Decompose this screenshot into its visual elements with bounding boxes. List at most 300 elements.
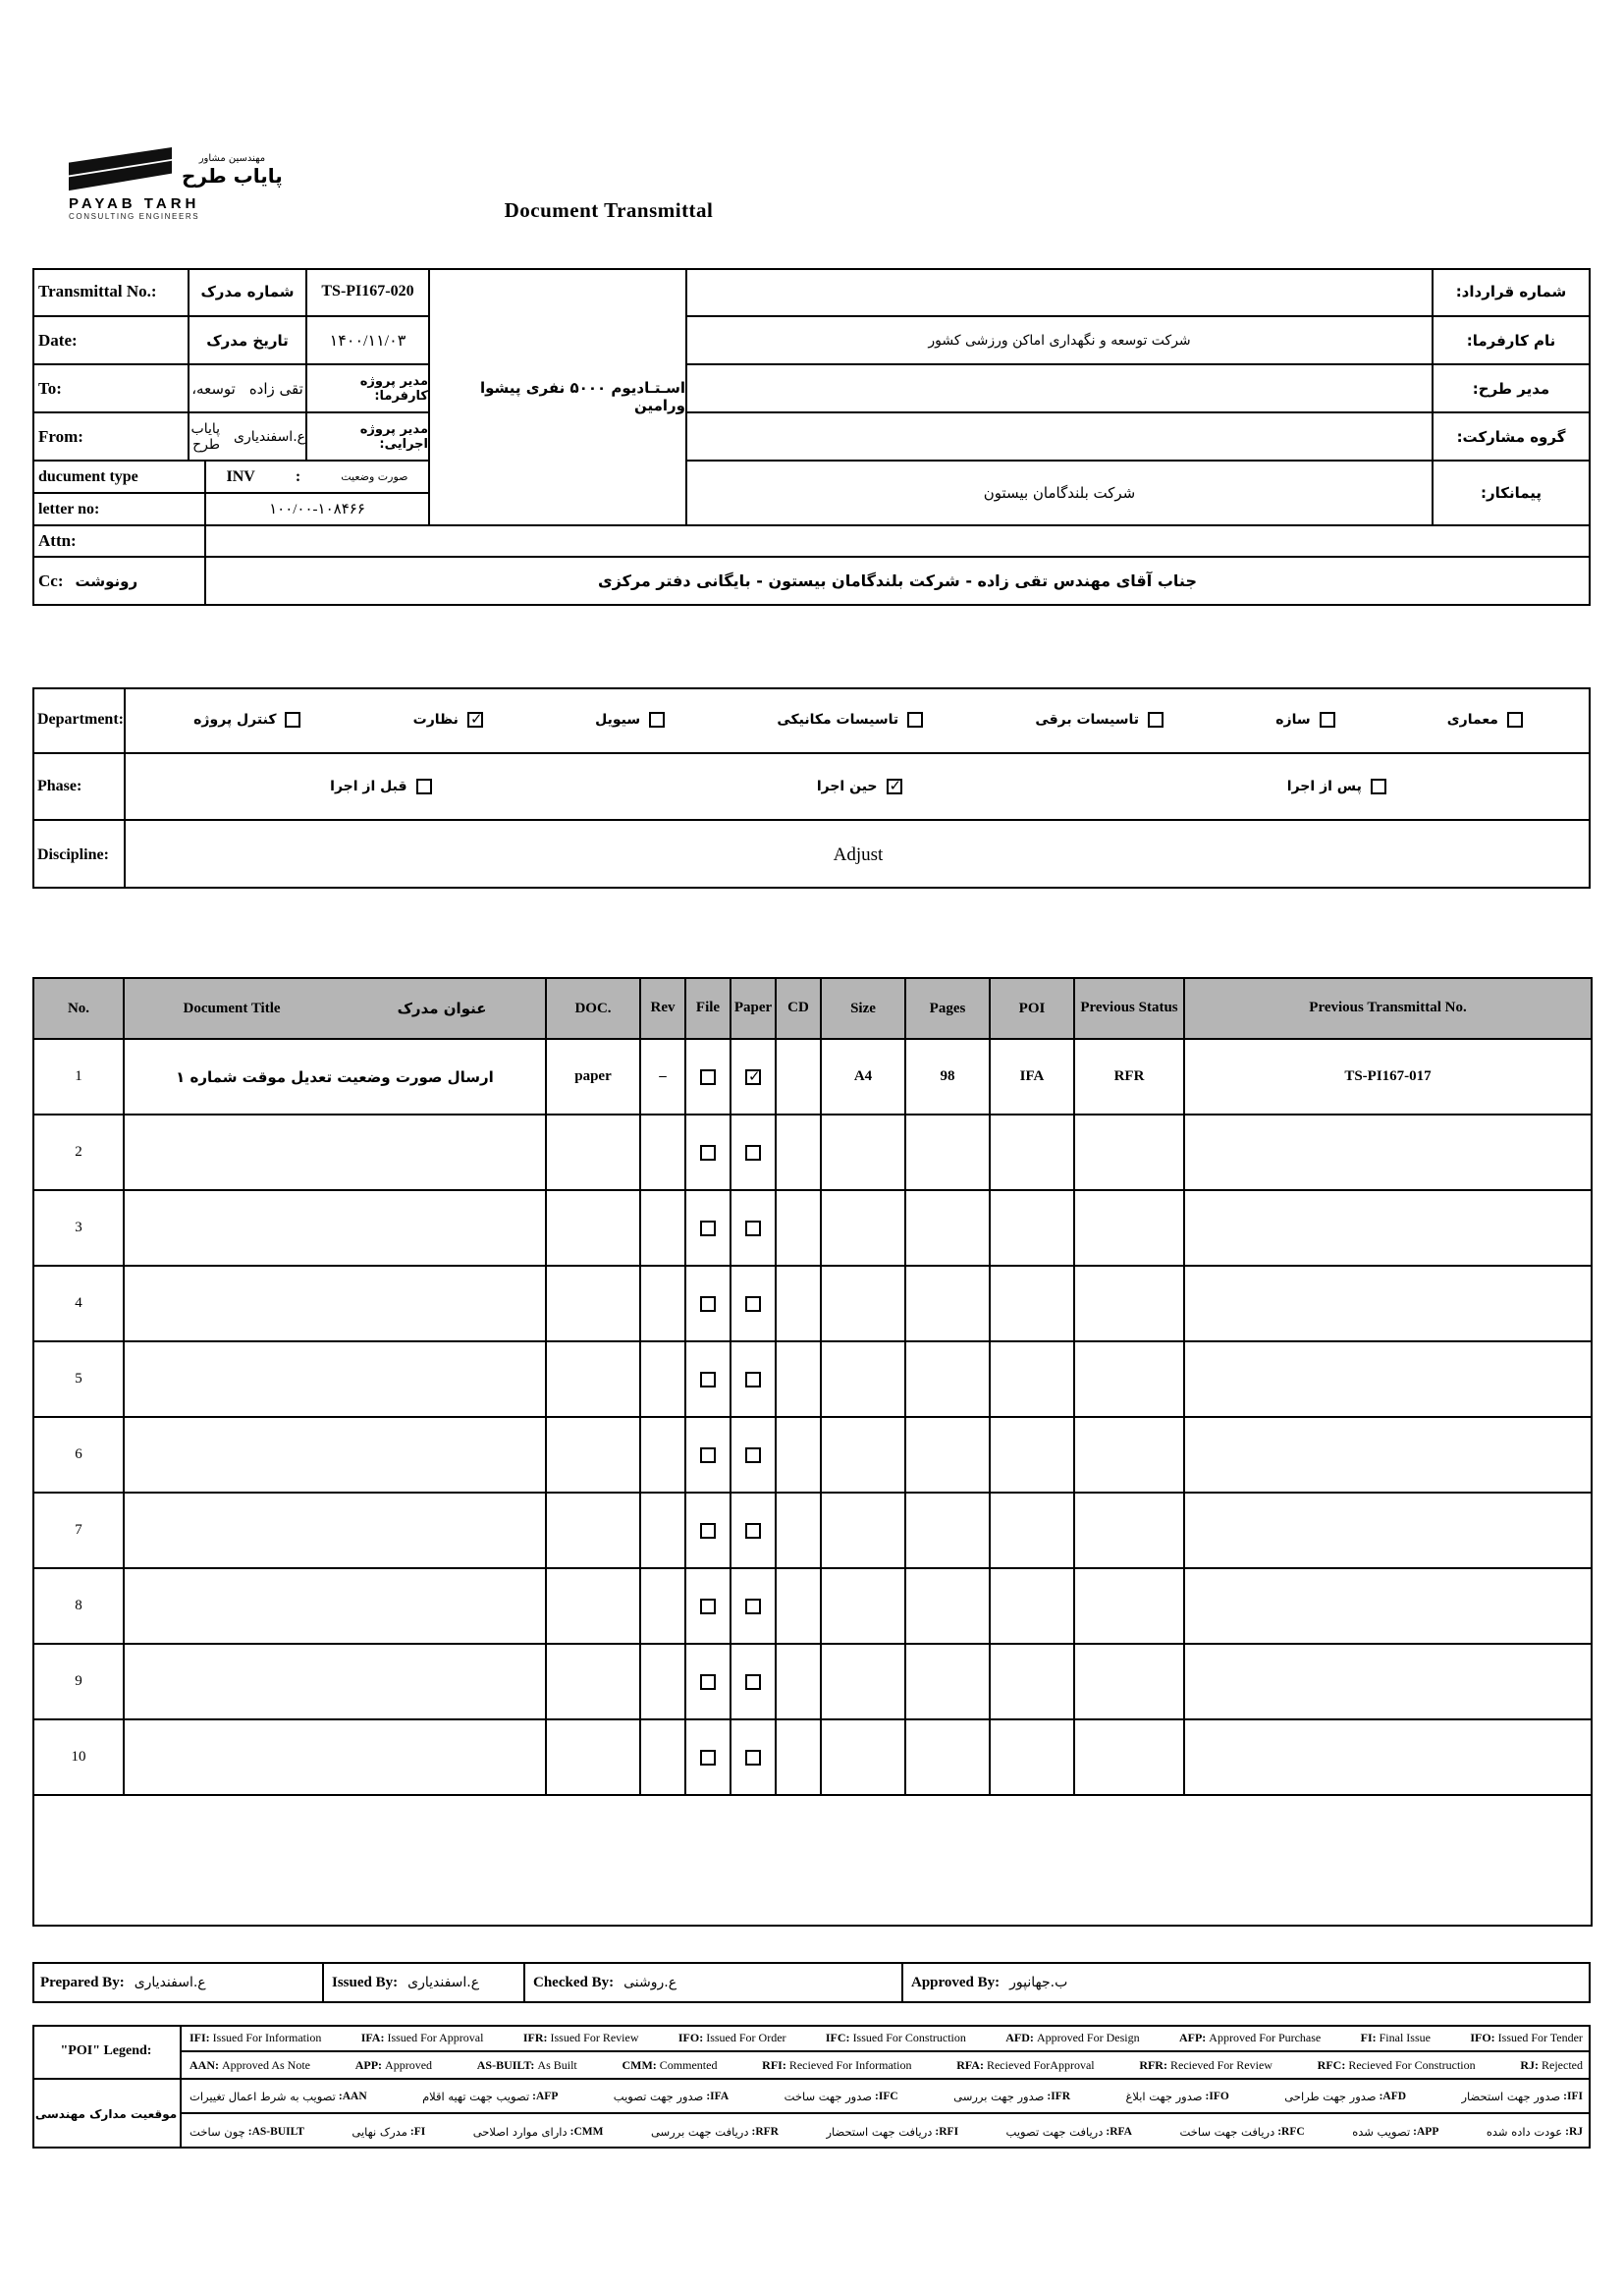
doc-format-cell — [546, 1493, 640, 1568]
header-size: Size — [821, 978, 905, 1039]
phase-option — [330, 779, 431, 794]
paper-checkbox[interactable] — [745, 1372, 761, 1387]
size-cell — [821, 1644, 905, 1719]
legend-entry — [1520, 2058, 1583, 2073]
file-checkbox[interactable] — [700, 1145, 716, 1161]
legend-text: چون ساخت — [189, 2124, 245, 2139]
document-title-cell — [124, 1493, 546, 1568]
doc-format-cell — [546, 1417, 640, 1493]
legend-acronym: IFR: — [1047, 2090, 1071, 2102]
revision-cell — [640, 1190, 685, 1266]
row-number: 1 — [33, 1039, 124, 1115]
poi-cell — [990, 1417, 1074, 1493]
document-row — [33, 1115, 1592, 1190]
row-number: 9 — [33, 1644, 124, 1719]
legend-entry — [678, 2031, 786, 2045]
department-checkbox[interactable] — [907, 712, 923, 728]
documents-table — [32, 977, 1593, 1927]
paper-checkbox[interactable] — [745, 1750, 761, 1766]
phase-option — [817, 779, 902, 794]
notes-row — [33, 1795, 1592, 1926]
header-title-fa: عنوان مدرک — [397, 1000, 487, 1017]
file-checkbox[interactable] — [700, 1372, 716, 1387]
header-cd: CD — [776, 978, 821, 1039]
pages-cell — [905, 1190, 990, 1266]
legend-text: Issued For Tender — [1497, 2030, 1583, 2044]
department-phase-table — [32, 687, 1591, 889]
revision-cell — [640, 1417, 685, 1493]
legend-acronym: RJ: — [1520, 2057, 1540, 2072]
header-previous-transmittal: Previous Transmittal No. — [1184, 978, 1592, 1039]
row-number: 5 — [33, 1341, 124, 1417]
legend-acronym: AAN: — [189, 2057, 219, 2072]
department-options — [126, 687, 1591, 752]
file-cell — [685, 1039, 731, 1115]
pages-cell — [905, 1719, 990, 1795]
attn-label: Attn: — [32, 526, 206, 558]
paper-cell — [731, 1417, 776, 1493]
paper-cell — [731, 1115, 776, 1190]
previous-transmittal-cell — [1184, 1266, 1592, 1341]
row-number: 6 — [33, 1417, 124, 1493]
legend-text: Recieved For Construction — [1348, 2057, 1476, 2072]
client-value: شرکت توسعه و نگهداری اماکن ورزشی کشور — [687, 317, 1434, 365]
poi-legend-table — [32, 2025, 1591, 2149]
transmittal-no-label-fa: شماره مدرک — [189, 268, 307, 317]
document-row — [33, 1341, 1592, 1417]
from-value — [189, 413, 307, 462]
logo-company-name-en: PAYAB TARH — [69, 195, 200, 212]
revision-cell — [640, 1115, 685, 1190]
logo-subtitle: CONSULTING ENGINEERS — [69, 212, 200, 221]
revision-cell: – — [640, 1039, 685, 1115]
legend-entry — [651, 2125, 779, 2139]
legend-text: Issued For Approval — [387, 2030, 484, 2044]
legend-text: صدور جهت استحضار — [1461, 2089, 1561, 2103]
file-cell — [685, 1644, 731, 1719]
document-row — [33, 1190, 1592, 1266]
client-label: نام کارفرما: — [1434, 317, 1591, 365]
legend-entry — [826, 2031, 966, 2045]
legend-acronym: FI: — [409, 2125, 426, 2138]
legend-entry — [1139, 2058, 1272, 2073]
file-checkbox[interactable] — [700, 1296, 716, 1312]
legend-entry — [1361, 2031, 1431, 2045]
cd-cell — [776, 1417, 821, 1493]
file-checkbox[interactable] — [700, 1523, 716, 1539]
department-option-label: نظارت — [412, 712, 459, 728]
cd-cell — [776, 1039, 821, 1115]
header-file: File — [685, 978, 731, 1039]
date-value: ۱۴۰۰/۱۱/۰۳ — [307, 317, 430, 365]
header-title-en: Document Title — [183, 1000, 281, 1016]
header-rev: Rev — [640, 978, 685, 1039]
previous-transmittal-cell — [1184, 1190, 1592, 1266]
to-role-label: مدیر پروژه کارفرما: — [307, 365, 430, 413]
legend-text: Recieved For Information — [788, 2057, 912, 2072]
legend-text: تصویب شده — [1352, 2124, 1411, 2139]
file-checkbox[interactable] — [700, 1069, 716, 1085]
department-checkbox[interactable] — [467, 712, 483, 728]
paper-cell — [731, 1719, 776, 1795]
legend-farsi-line-1 — [182, 2080, 1591, 2114]
legend-text: Recieved ForApproval — [986, 2057, 1095, 2072]
legend-acronym: RFC: — [1277, 2125, 1305, 2138]
previous-status-cell — [1074, 1719, 1184, 1795]
legend-acronym: RFI: — [762, 2057, 786, 2072]
legend-entry — [355, 2058, 432, 2073]
legend-acronym: IFI: — [1563, 2090, 1583, 2102]
poi-cell — [990, 1568, 1074, 1644]
legend-text: صدور جهت تصویب — [613, 2089, 704, 2103]
file-checkbox[interactable] — [700, 1750, 716, 1766]
legend-entry — [762, 2058, 911, 2073]
legend-acronym: AFD: — [1005, 2030, 1034, 2044]
legend-entry — [785, 2090, 898, 2103]
transmittal-no-value: TS-PI167-020 — [307, 268, 430, 317]
from-name: ع.اسفندیاری — [234, 428, 305, 445]
legend-text: Issued For Construction — [852, 2030, 966, 2044]
prepared-by-label: Prepared By: — [40, 1974, 125, 1990]
file-cell — [685, 1719, 731, 1795]
document-title-cell — [124, 1266, 546, 1341]
department-option — [413, 712, 483, 728]
phase-option — [1287, 779, 1386, 794]
legend-acronym: RFR: — [751, 2125, 779, 2138]
document-row — [33, 1039, 1592, 1115]
legend-acronym: IFI: — [189, 2030, 210, 2044]
paper-cell — [731, 1266, 776, 1341]
paper-cell — [731, 1190, 776, 1266]
file-cell — [685, 1417, 731, 1493]
department-checkbox[interactable] — [1507, 712, 1523, 728]
poi-cell — [990, 1719, 1074, 1795]
logo-tagline: مهندسین مشاور — [198, 152, 266, 164]
approved-by-label: Approved By: — [911, 1974, 1001, 1990]
legend-acronym: IFO: — [677, 2030, 704, 2044]
department-option — [193, 712, 300, 728]
department-checkbox[interactable] — [1320, 712, 1335, 728]
legend-acronym: IFA: — [360, 2030, 385, 2044]
pages-cell — [905, 1568, 990, 1644]
cc-label-cell — [32, 558, 206, 606]
letter-no-value: ۱۰۰/۰۰-۱۰۸۴۶۶ — [206, 494, 430, 526]
poi-cell — [990, 1266, 1074, 1341]
doc-format-cell — [546, 1568, 640, 1644]
header-doc: DOC. — [546, 978, 640, 1039]
legend-text: دریافت جهت تصویب — [1005, 2124, 1104, 2139]
size-cell — [821, 1115, 905, 1190]
pages-cell — [905, 1341, 990, 1417]
legend-acronym: RFR: — [1139, 2057, 1167, 2072]
legend-text: Approved For Design — [1036, 2030, 1140, 2044]
transmittal-info-table — [32, 268, 1591, 606]
letter-no-label: letter no: — [32, 494, 206, 526]
document-row — [33, 1719, 1592, 1795]
legend-entry — [1487, 2125, 1583, 2139]
pages-cell — [905, 1493, 990, 1568]
department-option — [1035, 712, 1164, 728]
department-option — [1447, 712, 1523, 728]
previous-transmittal-cell — [1184, 1341, 1592, 1417]
from-org: پایاب طرح — [190, 420, 221, 453]
phase-row — [32, 754, 1591, 821]
legend-text: Issued For Review — [550, 2030, 639, 2044]
legend-text: صدور جهت بررسی — [953, 2089, 1045, 2103]
phase-checkbox[interactable] — [1371, 779, 1386, 794]
legend-entry — [1179, 2031, 1321, 2045]
department-option-label: تاسیسات مکانیکی — [777, 712, 899, 728]
legend-entry — [953, 2090, 1070, 2103]
previous-transmittal-cell — [1184, 1644, 1592, 1719]
size-cell — [821, 1719, 905, 1795]
paper-checkbox[interactable] — [745, 1221, 761, 1236]
doc-type-label: ducument type — [32, 462, 206, 494]
previous-status-cell — [1074, 1115, 1184, 1190]
phase-option-label: حین اجرا — [816, 779, 878, 794]
previous-transmittal-cell — [1184, 1115, 1592, 1190]
to-org: توسعه، — [191, 379, 236, 398]
legend-text: Approved As Note — [222, 2057, 310, 2072]
issued-by-cell — [324, 1962, 525, 2003]
document-title-cell — [124, 1115, 546, 1190]
cc-value: جناب آقای مهندس تقی زاده - شرکت بلندگامان بیستون - بایگانی دفتر مرکزی — [206, 558, 1591, 606]
file-checkbox[interactable] — [700, 1674, 716, 1690]
file-checkbox[interactable] — [700, 1221, 716, 1236]
doc-type-value: INV — [226, 467, 255, 485]
previous-status-cell — [1074, 1493, 1184, 1568]
discipline-row — [32, 821, 1591, 889]
logo-farsi-block — [182, 153, 283, 188]
paper-checkbox[interactable] — [745, 1447, 761, 1463]
legend-entry — [361, 2031, 484, 2045]
document-title-cell: ارسال صورت وضعیت تعدیل موقت شماره ۱ — [124, 1039, 546, 1115]
previous-status-cell — [1074, 1417, 1184, 1493]
pages-cell — [905, 1417, 990, 1493]
legend-acronym: RFC: — [1317, 2057, 1346, 2072]
legend-acronym: AFP: — [1178, 2030, 1207, 2044]
legend-entry — [523, 2031, 639, 2045]
legend-text: صدور جهت ساخت — [784, 2089, 873, 2103]
paper-cell — [731, 1568, 776, 1644]
poi-cell — [990, 1341, 1074, 1417]
legend-text: Commented — [659, 2057, 718, 2072]
cd-cell — [776, 1190, 821, 1266]
revision-cell — [640, 1719, 685, 1795]
document-title-cell — [124, 1190, 546, 1266]
legend-acronym: RJ: — [1565, 2125, 1583, 2138]
document-title-cell — [124, 1719, 546, 1795]
file-checkbox[interactable] — [700, 1447, 716, 1463]
legend-text: دریافت جهت استحضار — [826, 2124, 933, 2139]
pages-cell — [905, 1115, 990, 1190]
legend-entry — [1125, 2090, 1228, 2103]
transmittal-no-label: Transmittal No.: — [32, 268, 189, 317]
cd-cell — [776, 1266, 821, 1341]
doc-type-value-fa: صورت وضعیت — [341, 470, 408, 483]
legend-entry — [473, 2125, 604, 2139]
logo-company-name-fa: پایاب طرح — [182, 163, 283, 188]
legend-acronym: IFO: — [1205, 2090, 1229, 2102]
department-checkbox[interactable] — [649, 712, 665, 728]
previous-status-cell — [1074, 1644, 1184, 1719]
paper-checkbox[interactable] — [745, 1296, 761, 1312]
contractor-label: پیمانکار: — [1434, 462, 1591, 526]
department-checkbox[interactable] — [1148, 712, 1164, 728]
prepared-by-value: ع.اسفندیاری — [134, 1975, 206, 1990]
legend-acronym: AAN: — [338, 2090, 367, 2102]
size-cell — [821, 1190, 905, 1266]
to-value — [189, 365, 307, 413]
contract-no-value — [687, 268, 1434, 317]
legend-acronym: FI: — [1360, 2030, 1377, 2044]
previous-transmittal-cell — [1184, 1719, 1592, 1795]
row-number: 8 — [33, 1568, 124, 1644]
department-label: Department: — [32, 687, 126, 752]
revision-cell — [640, 1644, 685, 1719]
size-cell — [821, 1493, 905, 1568]
paper-checkbox[interactable] — [745, 1674, 761, 1690]
legend-entry — [1005, 2031, 1139, 2045]
approved-by-value: ب.جهانپور — [1009, 1975, 1068, 1990]
legend-acronym: IFO: — [1470, 2030, 1495, 2044]
row-number: 10 — [33, 1719, 124, 1795]
legend-text: Rejected — [1542, 2057, 1583, 2072]
project-manager-value — [687, 365, 1434, 413]
project-manager-label: مدیر طرح: — [1434, 365, 1591, 413]
jv-group-label: گروه مشارکت: — [1434, 413, 1591, 462]
from-role-label: مدیر پروژه اجرایی: — [307, 413, 430, 462]
date-label-fa: تاریخ مدرک — [189, 317, 307, 365]
logo-mark-icon — [69, 147, 172, 192]
legend-acronym: IFC: — [825, 2030, 850, 2044]
cd-cell — [776, 1644, 821, 1719]
previous-transmittal-cell — [1184, 1417, 1592, 1493]
legend-text: عودت داده شده — [1486, 2124, 1563, 2139]
previous-status-cell: RFR — [1074, 1039, 1184, 1115]
size-cell — [821, 1568, 905, 1644]
document-row — [33, 1417, 1592, 1493]
legend-acronym: IFR: — [522, 2030, 548, 2044]
phase-checkbox[interactable] — [416, 779, 432, 794]
engineering-docs-status-label: موقعیت مدارک مهندسی — [32, 2080, 182, 2149]
previous-status-cell — [1074, 1341, 1184, 1417]
phase-checkbox[interactable] — [887, 779, 902, 794]
header-document-title — [124, 978, 546, 1039]
cd-cell — [776, 1568, 821, 1644]
legend-text: دریافت جهت بررسی — [650, 2124, 749, 2139]
previous-status-cell — [1074, 1568, 1184, 1644]
to-label: To: — [32, 365, 189, 413]
file-checkbox[interactable] — [700, 1599, 716, 1614]
legend-entry — [189, 2031, 321, 2045]
legend-text: Recieved For Review — [1169, 2057, 1272, 2072]
legend-entry — [1006, 2125, 1132, 2139]
revision-cell — [640, 1493, 685, 1568]
paper-checkbox[interactable] — [745, 1599, 761, 1614]
department-row — [32, 687, 1591, 754]
legend-entry — [1179, 2125, 1304, 2139]
size-cell: A4 — [821, 1039, 905, 1115]
file-cell — [685, 1115, 731, 1190]
poi-legend-label: "POI" Legend: — [32, 2025, 182, 2080]
department-checkbox[interactable] — [285, 712, 300, 728]
legend-acronym: APP: — [1413, 2125, 1439, 2138]
department-option-label: تاسیسات برقی — [1035, 712, 1140, 728]
paper-checkbox[interactable] — [745, 1069, 761, 1085]
legend-text: Approved — [385, 2057, 433, 2072]
row-number: 4 — [33, 1266, 124, 1341]
document-title-cell — [124, 1341, 546, 1417]
issued-by-value: ع.اسفندیاری — [407, 1975, 480, 1990]
header-poi: POI — [990, 978, 1074, 1039]
doc-type-colon: : — [295, 467, 301, 485]
cd-cell — [776, 1493, 821, 1568]
document-title-cell — [124, 1568, 546, 1644]
file-cell — [685, 1341, 731, 1417]
legend-acronym: RFA: — [956, 2057, 984, 2072]
previous-status-cell — [1074, 1266, 1184, 1341]
legend-text: دریافت جهت ساخت — [1179, 2124, 1275, 2139]
department-option-label: کنترل پروژه — [193, 712, 277, 728]
legend-entry — [956, 2058, 1094, 2073]
paper-checkbox[interactable] — [745, 1145, 761, 1161]
legend-text: دارای موارد اصلاحی — [472, 2124, 568, 2139]
revision-cell — [640, 1266, 685, 1341]
legend-acronym: CMM: — [569, 2125, 604, 2138]
notes-area — [33, 1795, 1592, 1926]
legend-acronym: CMM: — [622, 2057, 657, 2072]
paper-cell — [731, 1039, 776, 1115]
legend-entry — [1461, 2090, 1583, 2103]
page-title: Document Transmittal — [504, 198, 714, 222]
poi-cell — [990, 1190, 1074, 1266]
legend-entry — [189, 2090, 367, 2103]
legend-entry — [189, 2058, 310, 2073]
department-option — [1275, 712, 1334, 728]
legend-entry — [189, 2125, 304, 2139]
prepared-by-cell — [32, 1962, 324, 2003]
doc-type-value-cell — [206, 462, 430, 494]
contract-no-label: شماره قرارداد: — [1434, 268, 1591, 317]
discipline-value: Adjust — [833, 843, 884, 865]
cd-cell — [776, 1341, 821, 1417]
phase-option-label: قبل از اجرا — [330, 779, 407, 794]
documents-table-header-row — [33, 978, 1592, 1039]
doc-format-cell — [546, 1719, 640, 1795]
previous-transmittal-cell — [1184, 1493, 1592, 1568]
row-number: 7 — [33, 1493, 124, 1568]
legend-entry — [1318, 2058, 1476, 2073]
poi-cell — [990, 1644, 1074, 1719]
previous-transmittal-cell: TS-PI167-017 — [1184, 1039, 1592, 1115]
logo-top — [69, 147, 324, 192]
date-label: Date: — [32, 317, 189, 365]
previous-status-cell — [1074, 1190, 1184, 1266]
legend-entry — [1284, 2090, 1406, 2103]
doc-format-cell — [546, 1190, 640, 1266]
legend-acronym: RFA: — [1106, 2125, 1132, 2138]
legend-text: Approved For Purchase — [1209, 2030, 1322, 2044]
legend-entry — [352, 2125, 425, 2139]
project-name: اسـتـادیوم ۵۰۰۰ نفری پیشوا ورامین — [430, 268, 687, 526]
legend-text: تصویب به شرط اعمال تغییرات — [189, 2089, 336, 2103]
pages-cell — [905, 1266, 990, 1341]
file-cell — [685, 1190, 731, 1266]
legend-entry — [422, 2090, 558, 2103]
legend-english-line-2 — [182, 2052, 1591, 2080]
paper-checkbox[interactable] — [745, 1523, 761, 1539]
